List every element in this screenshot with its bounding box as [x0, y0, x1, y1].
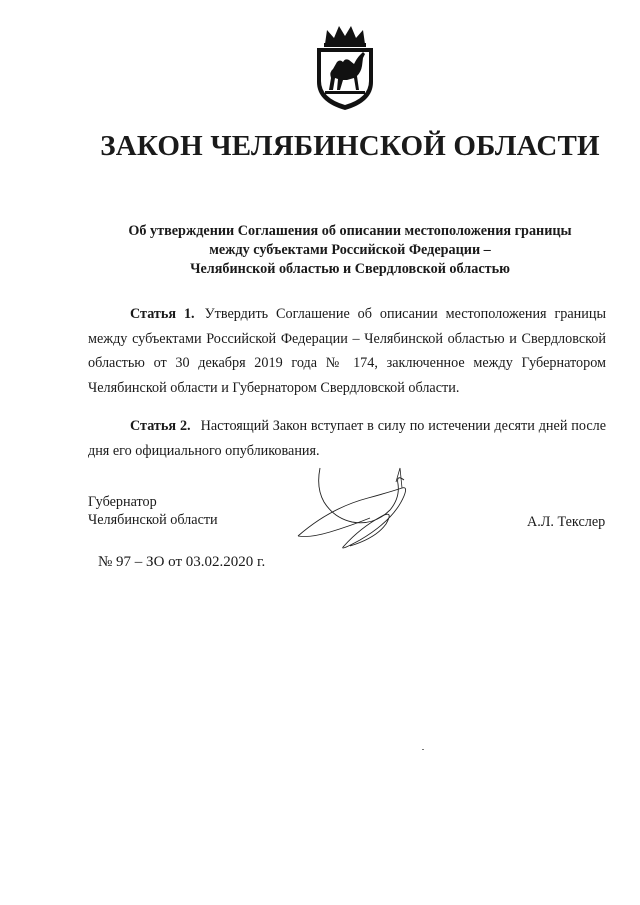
subject-line: Челябинской областью и Свердловской областью	[190, 261, 510, 277]
handwritten-signature-icon	[290, 458, 420, 558]
scan-speck	[422, 749, 424, 750]
subject-line: Об утверждении Соглашения об описании местоположения границы	[128, 223, 572, 239]
signatory-name: А.Л. Текслер	[527, 514, 606, 530]
coat-of-arms-emblem-icon	[307, 22, 383, 112]
law-subject	[100, 222, 600, 279]
article-1	[88, 302, 606, 400]
article-label: Статья 1.	[130, 306, 195, 322]
signatory-position	[88, 493, 218, 529]
article-text: Настоящий Закон вступает в силу по истечении десяти дней после дня его официального опубликования.	[88, 418, 606, 459]
subject-line: между субъектами Российской Федерации –	[209, 242, 491, 258]
article-label: Статья 2.	[130, 418, 191, 434]
law-number-date: № 97 – ЗО от 03.02.2020 г.	[98, 554, 266, 570]
law-title: ЗАКОН ЧЕЛЯБИНСКОЙ ОБЛАСТИ	[100, 130, 600, 162]
signatory-position-line: Губернатор	[88, 494, 157, 510]
signatory-position-line: Челябинской области	[88, 512, 218, 528]
article-2	[88, 414, 606, 463]
article-text: Утвердить Соглашение об описании местоположения границы между субъектами Российской Федерации – Челябинской областью и Свердловской областью от 30 декабря 2019 года № 174, заключенное между Губернатором Челябинской области и Губернатором Свердловской области.	[88, 306, 606, 396]
